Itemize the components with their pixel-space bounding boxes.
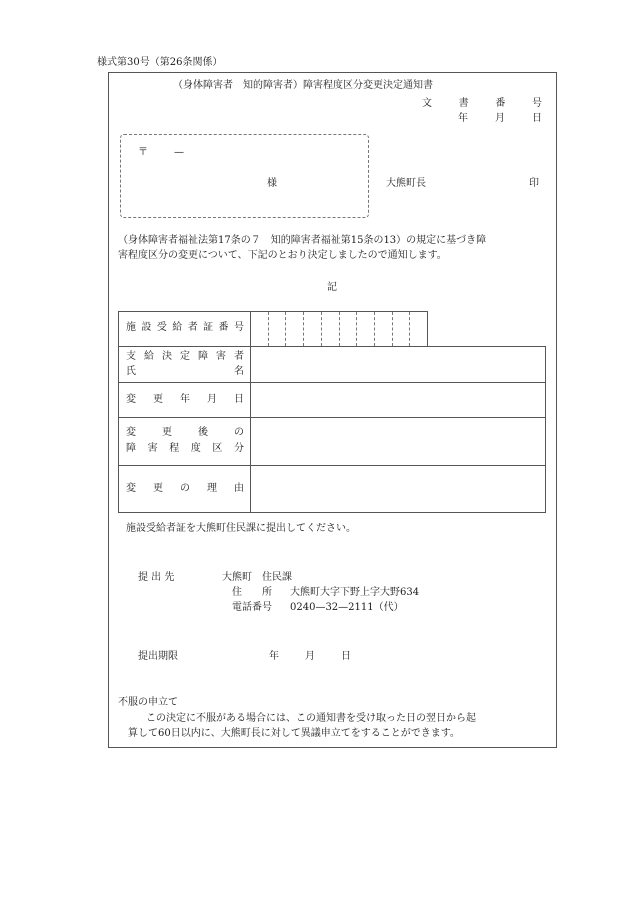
appeal-text-line-1: この決定に不服がある場合には、この通知書を受け取った日の翌日から起	[146, 713, 476, 724]
deadline-year: 年	[269, 651, 279, 662]
digit-box-separator	[285, 312, 286, 346]
form-number: 様式第30号（第26条関係）	[97, 57, 223, 68]
digit-box-separator	[356, 312, 357, 346]
digit-box-separator	[303, 312, 304, 346]
seal-mark: 印	[529, 178, 539, 189]
row-label-beneficiary-line-2: 氏 名	[126, 366, 244, 377]
row-label-new-level-line-1: 変 更 後 の	[126, 427, 244, 438]
recipient-address-box	[120, 134, 369, 218]
submission-destination: 大熊町 住民課	[222, 572, 292, 583]
digit-box-separator	[409, 312, 410, 346]
honorific-sama: 様	[267, 178, 277, 189]
row-label-reason: 変 更 の 理 由	[126, 483, 244, 494]
instruction-text: 施設受給者証を大熊町住民課に提出してください。	[126, 523, 356, 534]
issue-date-label: 年 月 日	[458, 113, 542, 124]
row-label-change-date: 変 更 年 月 日	[126, 394, 244, 405]
digit-box-separator	[339, 312, 340, 346]
digit-box-separator	[374, 312, 375, 346]
deadline-label: 提出期限	[138, 651, 178, 662]
document-number-label: 文 書 番 号	[422, 98, 542, 109]
row-label-beneficiary-line-1: 支 給 決 定 障 害 者	[126, 351, 244, 362]
postal-dash: —	[174, 147, 184, 158]
ki-label: 記	[327, 282, 337, 293]
body-text-line-2: 害程度区分の変更について、下記のとおり決定しましたので通知します。	[118, 250, 447, 261]
change-date-field[interactable]	[251, 383, 544, 416]
document-title: （身体障害者 知的障害者）障害程度区分変更決定通知書	[173, 80, 433, 91]
row-label-new-level-line-2: 障 害 程 度 区 分	[126, 443, 244, 454]
reason-field[interactable]	[251, 466, 544, 511]
submission-label: 提 出 先	[138, 572, 175, 583]
postal-mark: 〒	[138, 147, 148, 158]
submission-address-value: 大熊町大字下野上字大野634	[290, 587, 420, 598]
row-label-certificate-number: 施 設 受 給 者 証 番 号	[126, 322, 244, 333]
body-text-line-1: （身体障害者福祉法第17条の７ 知的障害者福祉第15条の13）の規定に基づき障	[118, 235, 487, 246]
deadline-month: 月	[305, 651, 315, 662]
digit-box-separator	[321, 312, 322, 346]
submission-address-label: 住 所	[232, 587, 272, 598]
appeal-text-line-2: 算して60日以内に、大熊町長に対して異議申立てをすることができます。	[128, 728, 460, 739]
beneficiary-name-field[interactable]	[251, 347, 544, 381]
issuer-name: 大熊町長	[386, 178, 426, 189]
submission-phone-value: 0240—32—2111（代）	[290, 602, 404, 613]
appeal-heading: 不服の申立て	[118, 697, 178, 708]
deadline-day: 日	[341, 651, 351, 662]
new-level-field[interactable]	[251, 418, 544, 464]
submission-phone-label: 電話番号	[232, 602, 272, 613]
digit-box-separator	[392, 312, 393, 346]
digit-box-separator	[268, 312, 269, 346]
